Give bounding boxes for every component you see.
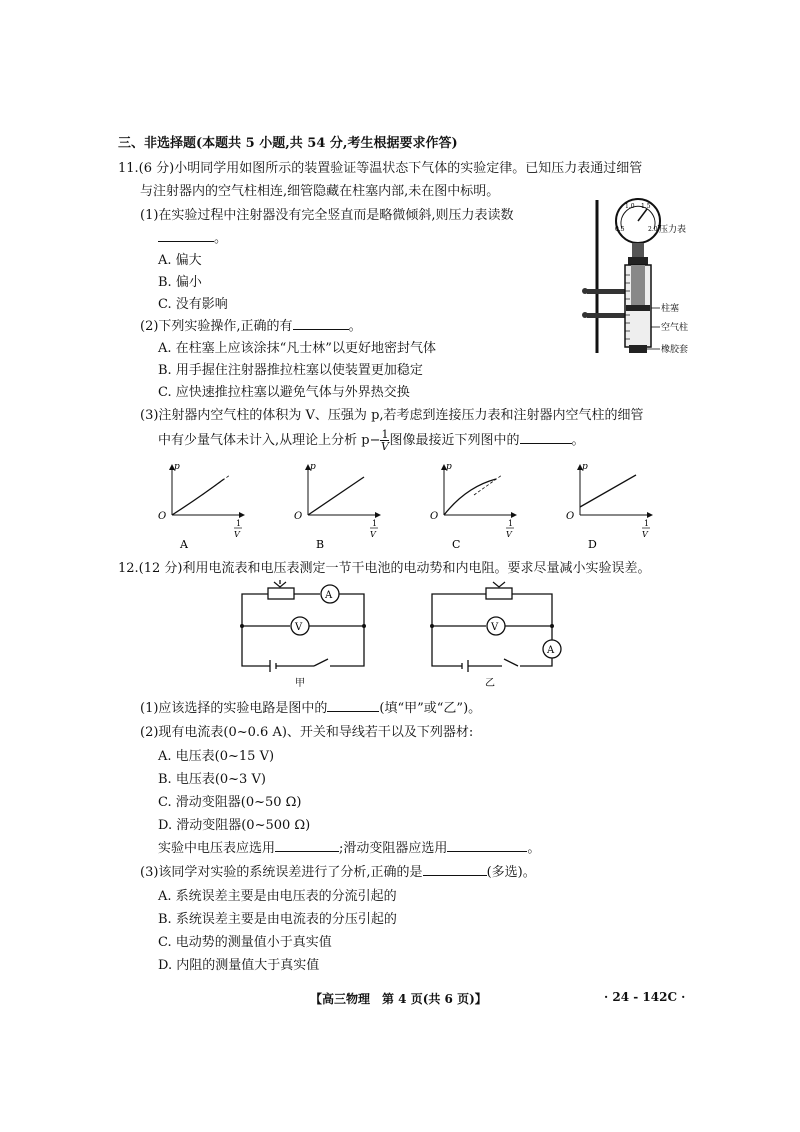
x-axis-label-num: 1 — [508, 519, 514, 528]
q11-part3-text-a: 中有少量气体未计入,从理论上分析 p− — [158, 433, 381, 448]
q12-part3-option-d: D. 内阻的测量值大于真实值 — [158, 958, 320, 973]
q11-part2-option-c: C. 应快速推拉柱塞以避免气体与外界热交换 — [158, 385, 410, 400]
q12-part3-option-a: A. 系统误差主要是由电压表的分流引起的 — [158, 889, 397, 904]
graph-d — [566, 462, 652, 551]
label-plunger: 柱塞 — [661, 304, 680, 314]
graph-curve — [580, 475, 636, 507]
q12-part1 — [140, 697, 481, 716]
graph-a — [158, 462, 244, 551]
graph-c — [430, 462, 516, 551]
q11-part3-text-b: 图像最接近下列图中的 — [389, 433, 520, 448]
label-gauge: 压力表 — [659, 225, 687, 235]
q11-stem-line2: 与注射器内的空气柱相连,细管隐藏在柱塞内部,未在图中标明。 — [140, 184, 500, 199]
x-axis-label-den: V — [642, 530, 648, 539]
gauge-tick-label: 2.0 — [648, 226, 658, 233]
jia-ammeter-icon: A — [325, 590, 333, 601]
y-axis-label: p — [446, 462, 452, 472]
q12-part2-fill-a: 实验中电压表应选用 — [158, 841, 276, 856]
upper-clamp — [587, 289, 627, 294]
graph-b — [294, 462, 380, 551]
plunger-rod — [631, 265, 645, 307]
plunger-handle — [628, 257, 648, 265]
q11-part1-option-a: A. 偏大 — [158, 253, 202, 268]
footer-page-info: 【高三物理 第 4 页(共 6 页)】 — [310, 992, 487, 1006]
circuit-diagrams — [230, 578, 580, 690]
jia-voltmeter-icon: V — [295, 622, 303, 633]
q12-part1-end: (填“甲”或“乙”)。 — [379, 701, 482, 716]
graph-option-label: D — [588, 538, 597, 551]
label-air-column: 空气柱 — [661, 323, 689, 333]
q11-part1 — [140, 204, 514, 223]
q12-part2-text: (2)现有电流表(0~0.6 A)、开关和导线若干以及下列器材: — [140, 725, 474, 740]
circuit-label-jia: 甲 — [295, 678, 305, 689]
q11-part1-answer-blank[interactable] — [158, 228, 214, 242]
fraction-denominator: V — [381, 440, 389, 453]
q12-part2-fill-end: 。 — [527, 841, 541, 856]
yi-ammeter-icon: A — [547, 645, 555, 656]
label-rubber-cap: 橡胶套 — [661, 345, 689, 355]
q12-part2-fill-line — [158, 837, 540, 856]
origin-label: O — [566, 511, 575, 522]
plunger-head — [626, 305, 650, 311]
x-axis-label-den: V — [370, 530, 376, 539]
p-inverse-v-graphs — [150, 460, 670, 552]
q12-part2-option-a: A. 电压表(0~15 V) — [158, 749, 275, 764]
q11-part1-option-b: B. 偏小 — [158, 275, 202, 290]
x-axis-label-num: 1 — [372, 519, 378, 528]
footer-code: · 24 - 142C · — [604, 990, 686, 1004]
gauge-tick-label: 1.5 — [641, 203, 651, 210]
x-axis-label-den: V — [506, 530, 512, 539]
clamp-screw-icon — [582, 312, 588, 318]
q11-part2-answer-blank[interactable] — [293, 316, 349, 330]
q12-part2-option-b: B. 电压表(0~3 V) — [158, 772, 266, 787]
q11-part2-option-b: B. 用手握住注射器推拉柱塞以使装置更加稳定 — [158, 363, 423, 378]
q11-part2 — [140, 315, 362, 334]
clamp-screw-icon — [582, 288, 588, 294]
section-title: 三、非选择题(本题共 5 小题,共 54 分,考生根据要求作答) — [118, 136, 458, 151]
circuit-jia — [242, 580, 364, 672]
q12-stem: 12.(12 分)利用电流表和电压表测定一节干电池的电动势和内电阻。要求尽量减小实验误差。 — [118, 561, 651, 576]
rubber-cap — [629, 345, 647, 353]
q12-part2-option-c: C. 滑动变阻器(0~50 Ω) — [158, 795, 302, 810]
q12-part1-answer-blank[interactable] — [327, 698, 379, 712]
lower-clamp — [587, 313, 627, 318]
circuit-label-yi: 乙 — [485, 678, 495, 689]
x-axis-label-num: 1 — [644, 519, 650, 528]
graph-asymptote — [202, 475, 230, 495]
y-axis-label: p — [582, 462, 588, 472]
q12-part3-end: (多选)。 — [486, 865, 536, 880]
origin-label: O — [294, 511, 303, 522]
q12-part3 — [140, 861, 536, 880]
q12-part3-option-b: B. 系统误差主要是由电流表的分压引起的 — [158, 912, 397, 927]
graph-asymptote — [474, 475, 502, 495]
graph-curve — [308, 477, 364, 515]
origin-label: O — [158, 511, 167, 522]
q11-part3-line2 — [158, 428, 585, 454]
q11-part3-answer-blank[interactable] — [520, 430, 572, 444]
graph-option-label: C — [452, 538, 461, 551]
q11-stem-line1: 11.(6 分)小明同学用如图所示的装置验证等温状态下气体的实验定律。已知压力表通过细管 — [118, 161, 643, 176]
q12-part2-fill-b: ;滑动变阻器应选用 — [339, 841, 448, 856]
yi-voltmeter-icon: V — [491, 622, 499, 633]
q12-part1-text: (1)应该选择的实验电路是图中的 — [140, 701, 328, 716]
gauge-tick-label: 0.5 — [615, 226, 625, 233]
q11-part1-option-c: C. 没有影响 — [158, 297, 228, 312]
y-axis-label: p — [310, 462, 316, 472]
q11-part2-end: 。 — [348, 319, 362, 334]
q11-part2-option-a: A. 在柱塞上应该涂抹“凡士林”以更好地密封气体 — [158, 341, 436, 356]
x-axis-label-den: V — [234, 530, 240, 539]
fraction-numerator: 1 — [381, 428, 389, 441]
graph-option-label: A — [180, 538, 188, 551]
q11-part1-blank-line — [158, 227, 227, 246]
q12-part2-option-d: D. 滑动变阻器(0~500 Ω) — [158, 818, 311, 833]
gauge-tick-label: 1.0 — [625, 203, 635, 210]
q12-voltmeter-answer-blank[interactable] — [275, 838, 339, 852]
q12-rheostat-answer-blank[interactable] — [447, 838, 527, 852]
q12-part3-answer-blank[interactable] — [423, 862, 487, 876]
graph-option-label: B — [316, 538, 325, 551]
q12-part3-option-c: C. 电动势的测量值小于真实值 — [158, 935, 332, 950]
q11-part1-end: 。 — [214, 231, 228, 246]
y-axis-label: p — [174, 462, 180, 472]
q11-part1-text: (1)在实验过程中注射器没有完全竖直而是略微倾斜,则压力表读数 — [140, 208, 514, 223]
q11-part3-end: 。 — [571, 433, 585, 448]
q11-part2-text: (2)下列实验操作,正确的有 — [140, 319, 293, 334]
q12-part3-text: (3)该同学对实验的系统误差进行了分析,正确的是 — [140, 865, 423, 880]
origin-label: O — [430, 511, 439, 522]
q11-part3-line1: (3)注射器内空气柱的体积为 V、压强为 p,若考虑到连接压力表和注射器内空气柱的细管 — [140, 408, 644, 423]
x-axis-label-num: 1 — [236, 519, 242, 528]
syringe-apparatus-figure — [575, 195, 695, 360]
